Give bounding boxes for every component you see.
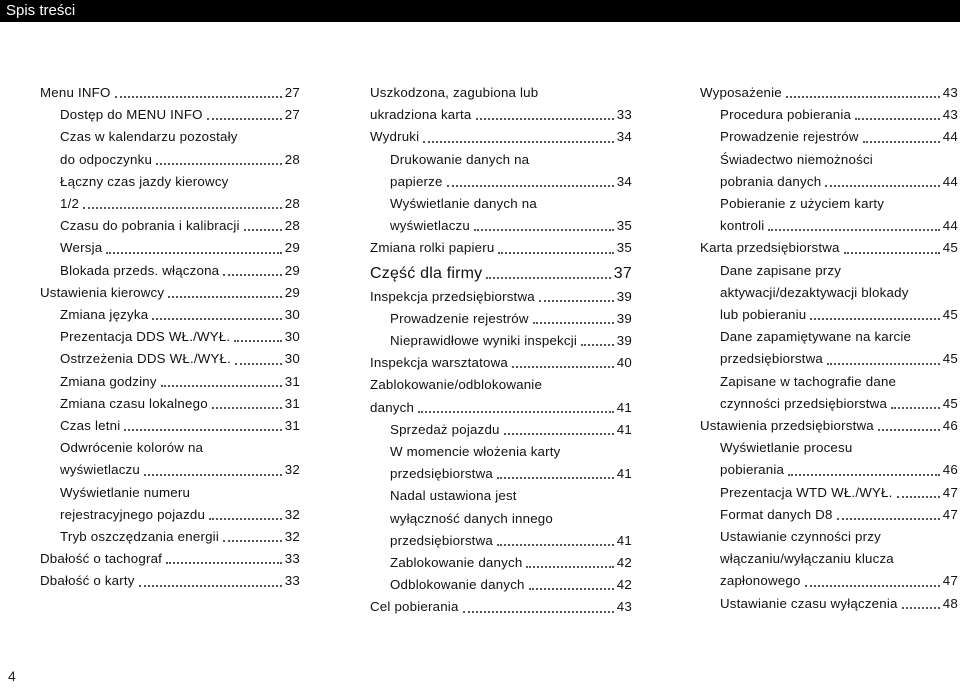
toc-entry-page: 42 [616,577,632,593]
toc-entry-title: wyświetlaczu [60,462,140,478]
toc-entry-page: 45 [942,351,958,367]
toc-entry[interactable] [40,348,300,370]
toc-entry-title: Wyświetlanie numeru [60,484,191,500]
dot-leader [223,274,282,276]
page-number: 4 [8,668,16,684]
dot-leader [512,366,614,368]
toc-entry-title: do odpoczynku [60,151,153,167]
toc-entry-title: Zablokowanie/odblokowanie [370,377,543,393]
toc-entry-page: 41 [616,399,632,415]
toc-entry-title: Ustawienia kierowcy [40,284,165,300]
toc-entry-title: Czasu do pobrania i kalibracji [60,218,240,234]
dot-leader [788,474,940,476]
dot-leader [891,407,940,409]
toc-entry-page: 30 [284,307,300,323]
toc-entry-title: Procedura pobierania [720,107,852,123]
dot-leader [837,518,940,520]
dot-leader [463,611,614,613]
dot-leader [827,363,940,365]
toc-entry-title: Karta przedsiębiorstwa [700,240,840,256]
toc-entry-title: papierze [390,173,443,189]
toc-entry[interactable] [370,149,632,193]
toc-entry[interactable] [700,126,958,148]
toc-entry-title: Menu INFO [40,85,111,100]
toc-column-right [700,82,958,615]
toc-entry-title: aktywacji/dezaktywacji blokady [720,284,909,300]
toc-entry[interactable] [700,260,958,327]
dot-leader [825,185,939,187]
dot-leader [207,118,282,120]
dot-leader [504,433,614,435]
dot-leader [902,607,940,609]
toc-entry[interactable] [700,437,958,481]
dot-leader [497,544,614,546]
toc-entry-title: ukradziona karta [370,107,472,123]
toc-entry[interactable] [40,237,300,259]
toc-entry-title: Nieprawidłowe wyniki inspekcji [390,333,578,349]
toc-entry[interactable] [40,371,300,393]
toc-entry-title: przedsiębiorstwa [720,351,823,367]
toc-entry-title: Ostrzeżenia DDS WŁ./WYŁ. [60,351,232,367]
dot-leader [234,340,281,342]
toc-entry-page: 32 [284,462,300,478]
toc-entry-title: Dostęp do MENU INFO [60,107,203,123]
toc-entry-title: Prowadzenie rejestrów [390,310,529,326]
toc-entry[interactable] [40,437,300,481]
toc-entry[interactable] [40,260,300,282]
toc-entry-page: 45 [942,395,958,411]
toc-entry-title: pobierania [720,462,785,478]
toc-entry-page: 39 [616,288,632,304]
dot-leader [244,229,282,231]
toc-entry-page: 41 [616,466,632,482]
dot-leader [152,318,281,320]
toc-entry[interactable] [40,482,300,526]
dot-leader [810,318,939,320]
toc-entry-title: Dbałość o karty [40,573,135,589]
toc-entry[interactable] [370,552,632,574]
toc-entry-page: 42 [616,555,632,571]
toc-entry-title: Nadal ustawiona jest [390,488,517,504]
toc-entry[interactable] [370,374,632,418]
toc-entry-page: 34 [616,173,632,189]
dot-leader [497,477,614,479]
dot-leader [786,96,940,98]
toc-entry-title: Zablokowanie danych [390,555,523,571]
dot-leader [474,229,614,231]
dot-leader [805,585,940,587]
toc-entry[interactable] [700,482,958,504]
toc-entry-title: wyłączność danych innego [390,510,553,526]
toc-entry[interactable] [370,419,632,441]
toc-entry[interactable] [40,326,300,348]
toc-entry-title: czynności przedsiębiorstwa [720,395,888,411]
toc-entry-title: Wersja [60,240,103,256]
toc-entry-title: Pobieranie z użyciem karty [720,196,885,212]
toc-entry-page: 30 [284,329,300,345]
toc-entry-title: Format danych D8 [720,506,833,522]
toc-entry-title: Ustawianie czasu wyłączenia [720,595,898,611]
dot-leader [768,229,939,231]
toc-entry-page: 44 [942,129,958,145]
toc-column-left [40,82,300,593]
toc-entry-page: 29 [284,262,300,278]
toc-entry-page: 34 [616,129,632,145]
toc-entry-page: 33 [284,551,300,567]
toc-entry-page: 32 [284,529,300,545]
header-bar [0,0,960,22]
dot-leader [423,141,613,143]
toc-entry[interactable] [700,526,958,593]
toc-entry-title: Inspekcja przedsiębiorstwa [370,288,535,304]
toc-entry[interactable] [40,415,300,437]
dot-leader [235,363,282,365]
dot-leader [447,185,614,187]
toc-entry[interactable] [700,237,958,259]
toc-entry-title: Zmiana godziny [60,373,157,389]
toc-entry-page: 29 [284,284,300,300]
toc-entry-title: zapłonowego [720,573,801,589]
toc-entry-title: Inspekcja warsztatowa [370,355,508,371]
toc-entry-title: Zmiana języka [60,307,149,323]
toc-entry-title: Tryb oszczędzania energii [60,529,219,545]
toc-entry[interactable] [370,441,632,485]
toc-entry-page: 46 [942,418,958,434]
toc-entry-page: 46 [942,462,958,478]
toc-entry[interactable] [370,260,632,286]
toc-entry-title: Prezentacja DDS WŁ./WYŁ. [60,329,231,345]
toc-entry-page: 44 [942,218,958,234]
toc-column-middle [370,82,632,619]
dot-leader [581,344,614,346]
toc-entry-title: Wyświetlanie danych na [390,196,537,212]
toc-entry-page: 45 [942,307,958,323]
toc-entry[interactable] [370,82,632,126]
toc-entry[interactable] [370,352,632,374]
toc-entry[interactable] [40,215,300,237]
toc-entry-title: Zmiana czasu lokalnego [60,395,208,411]
dot-leader [498,252,613,254]
dot-leader [139,585,282,587]
toc-entry-page: 40 [616,355,632,371]
toc-entry[interactable] [700,415,958,437]
dot-leader [168,296,282,298]
toc-entry-page: 33 [284,573,300,589]
dot-leader [115,96,282,98]
toc-entry-page: 28 [284,218,300,234]
toc-entry[interactable] [370,485,632,552]
toc-entry[interactable] [700,371,958,415]
toc-entry[interactable] [40,82,300,104]
toc-entry-page: 27 [284,85,300,100]
toc-entry-title: włączaniu/wyłączaniu klucza [720,551,894,567]
toc-entry-page: 35 [616,240,632,256]
toc-entry-title: wyświetlaczu [390,218,470,234]
toc-entry-title: Dane zapamiętywane na karcie [720,329,912,345]
toc-entry-page: 41 [616,532,632,548]
toc-entry-page: 47 [942,506,958,522]
dot-leader [486,277,610,279]
dot-leader [209,518,282,520]
toc-entry[interactable] [700,193,958,237]
toc-entry-title: Blokada przeds. włączona [60,262,220,278]
toc-entry-title: Wydruki [370,129,420,145]
toc-entry-title: Odwrócenie kolorów na [60,440,204,456]
toc-entry-page: 33 [616,107,632,123]
toc-entry-title: Zmiana rolki papieru [370,240,495,256]
dot-leader [897,496,940,498]
toc-entry-title: 1/2 [60,196,80,212]
toc-entry[interactable] [40,570,300,592]
dot-leader [878,429,940,431]
dot-leader [476,118,614,120]
toc-entry-title: rejestracyjnego pojazdu [60,506,206,522]
toc-entry-page: 44 [942,173,958,189]
toc-entry-page: 29 [284,240,300,256]
toc-entry[interactable] [700,82,958,104]
dot-leader [533,322,614,324]
toc-entry-title: Łączny czas jazdy kierowcy [60,173,229,189]
dot-leader [223,540,282,542]
toc-entry-title: Ustawienia przedsiębiorstwa [700,418,874,434]
toc-entry-title: przedsiębiorstwa [390,466,493,482]
toc-entry[interactable] [370,126,632,148]
toc-entry-page: 31 [284,373,300,389]
dot-leader [863,141,940,143]
toc-entry-page: 43 [942,85,958,100]
dot-leader [144,474,282,476]
toc-entry-page: 45 [942,240,958,256]
toc-entry-page: 37 [613,264,632,282]
toc-entry-title: Uszkodzona, zagubiona lub [370,85,539,100]
toc-entry[interactable] [370,237,632,259]
toc-entry-page: 39 [616,333,632,349]
toc-entry[interactable] [40,171,300,215]
toc-entry-title: Wyposażenie [700,85,782,100]
toc-entry-page: 35 [616,218,632,234]
dot-leader [529,588,614,590]
toc-entry-title: Dbałość o tachograf [40,551,163,567]
toc-entry[interactable] [700,326,958,370]
dot-leader [161,385,282,387]
header-title: Spis treści [6,2,76,19]
toc-entry-page: 48 [942,595,958,611]
dot-leader [855,118,940,120]
toc-entry-page: 41 [616,421,632,437]
toc-entry-page: 27 [284,107,300,123]
dot-leader [526,566,613,568]
toc-entry-title: Dane zapisane przy [720,262,842,278]
toc-entry-title: Wyświetlanie procesu [720,440,853,456]
toc-entry-page: 28 [284,196,300,212]
toc-entry-title: Prowadzenie rejestrów [720,129,859,145]
dot-leader [124,429,281,431]
toc-entry-title: kontroli [720,218,765,234]
toc-entry-page: 31 [284,418,300,434]
toc-entry-title: Czas letni [60,418,121,434]
toc-entry-title: Część dla firmy [370,264,483,282]
toc-entry-title: pobrania danych [720,173,822,189]
toc-entry-page: 47 [942,573,958,589]
toc-entry[interactable] [40,526,300,548]
toc-entry-page: 28 [284,151,300,167]
toc-entry[interactable] [40,126,300,170]
toc-entry-page: 31 [284,395,300,411]
toc-entry-title: Prezentacja WTD WŁ./WYŁ. [720,484,893,500]
toc-entry[interactable] [700,104,958,126]
toc-entry-title: Czas w kalendarzu pozostały [60,129,238,145]
toc-entry-title: W momencie włożenia karty [390,444,561,460]
toc-entry-title: Świadectwo niemożności [720,151,873,167]
dot-leader [844,252,940,254]
dot-leader [156,163,282,165]
toc-entry[interactable] [370,286,632,308]
toc-entry[interactable] [40,304,300,326]
dot-leader [539,300,614,302]
toc-entry[interactable] [370,308,632,330]
dot-leader [166,562,282,564]
toc-entry-page: 30 [284,351,300,367]
toc-entry[interactable] [700,149,958,193]
toc-entry[interactable] [370,596,632,618]
toc-entry-page: 43 [616,599,632,615]
toc-entry-page: 47 [942,484,958,500]
toc-entry-title: przedsiębiorstwa [390,532,493,548]
toc-entry[interactable] [370,330,632,352]
dot-leader [418,411,614,413]
toc-entry[interactable] [40,393,300,415]
toc-entry[interactable] [40,548,300,570]
toc-entry[interactable] [700,593,958,615]
toc-entry-title: Zapisane w tachografie dane [720,373,897,389]
toc-entry-title: Ustawianie czynności przy [720,529,881,545]
toc-entry-title: Sprzedaż pojazdu [390,421,500,437]
toc-entry-title: danych [370,399,415,415]
toc-entry-page: 32 [284,506,300,522]
toc-entry-title: Drukowanie danych na [390,151,530,167]
dot-leader [106,252,281,254]
toc-entry-page: 43 [942,107,958,123]
toc-entry[interactable] [370,574,632,596]
toc-entry-title: Cel pobierania [370,599,459,615]
toc-entry[interactable] [700,504,958,526]
toc-entry[interactable] [370,193,632,237]
toc-entry-title: Odblokowanie danych [390,577,525,593]
dot-leader [212,407,282,409]
toc-entry[interactable] [40,104,300,126]
toc-entry[interactable] [40,282,300,304]
toc-entry-page: 39 [616,310,632,326]
toc-entry-title: lub pobieraniu [720,307,807,323]
dot-leader [83,207,282,209]
